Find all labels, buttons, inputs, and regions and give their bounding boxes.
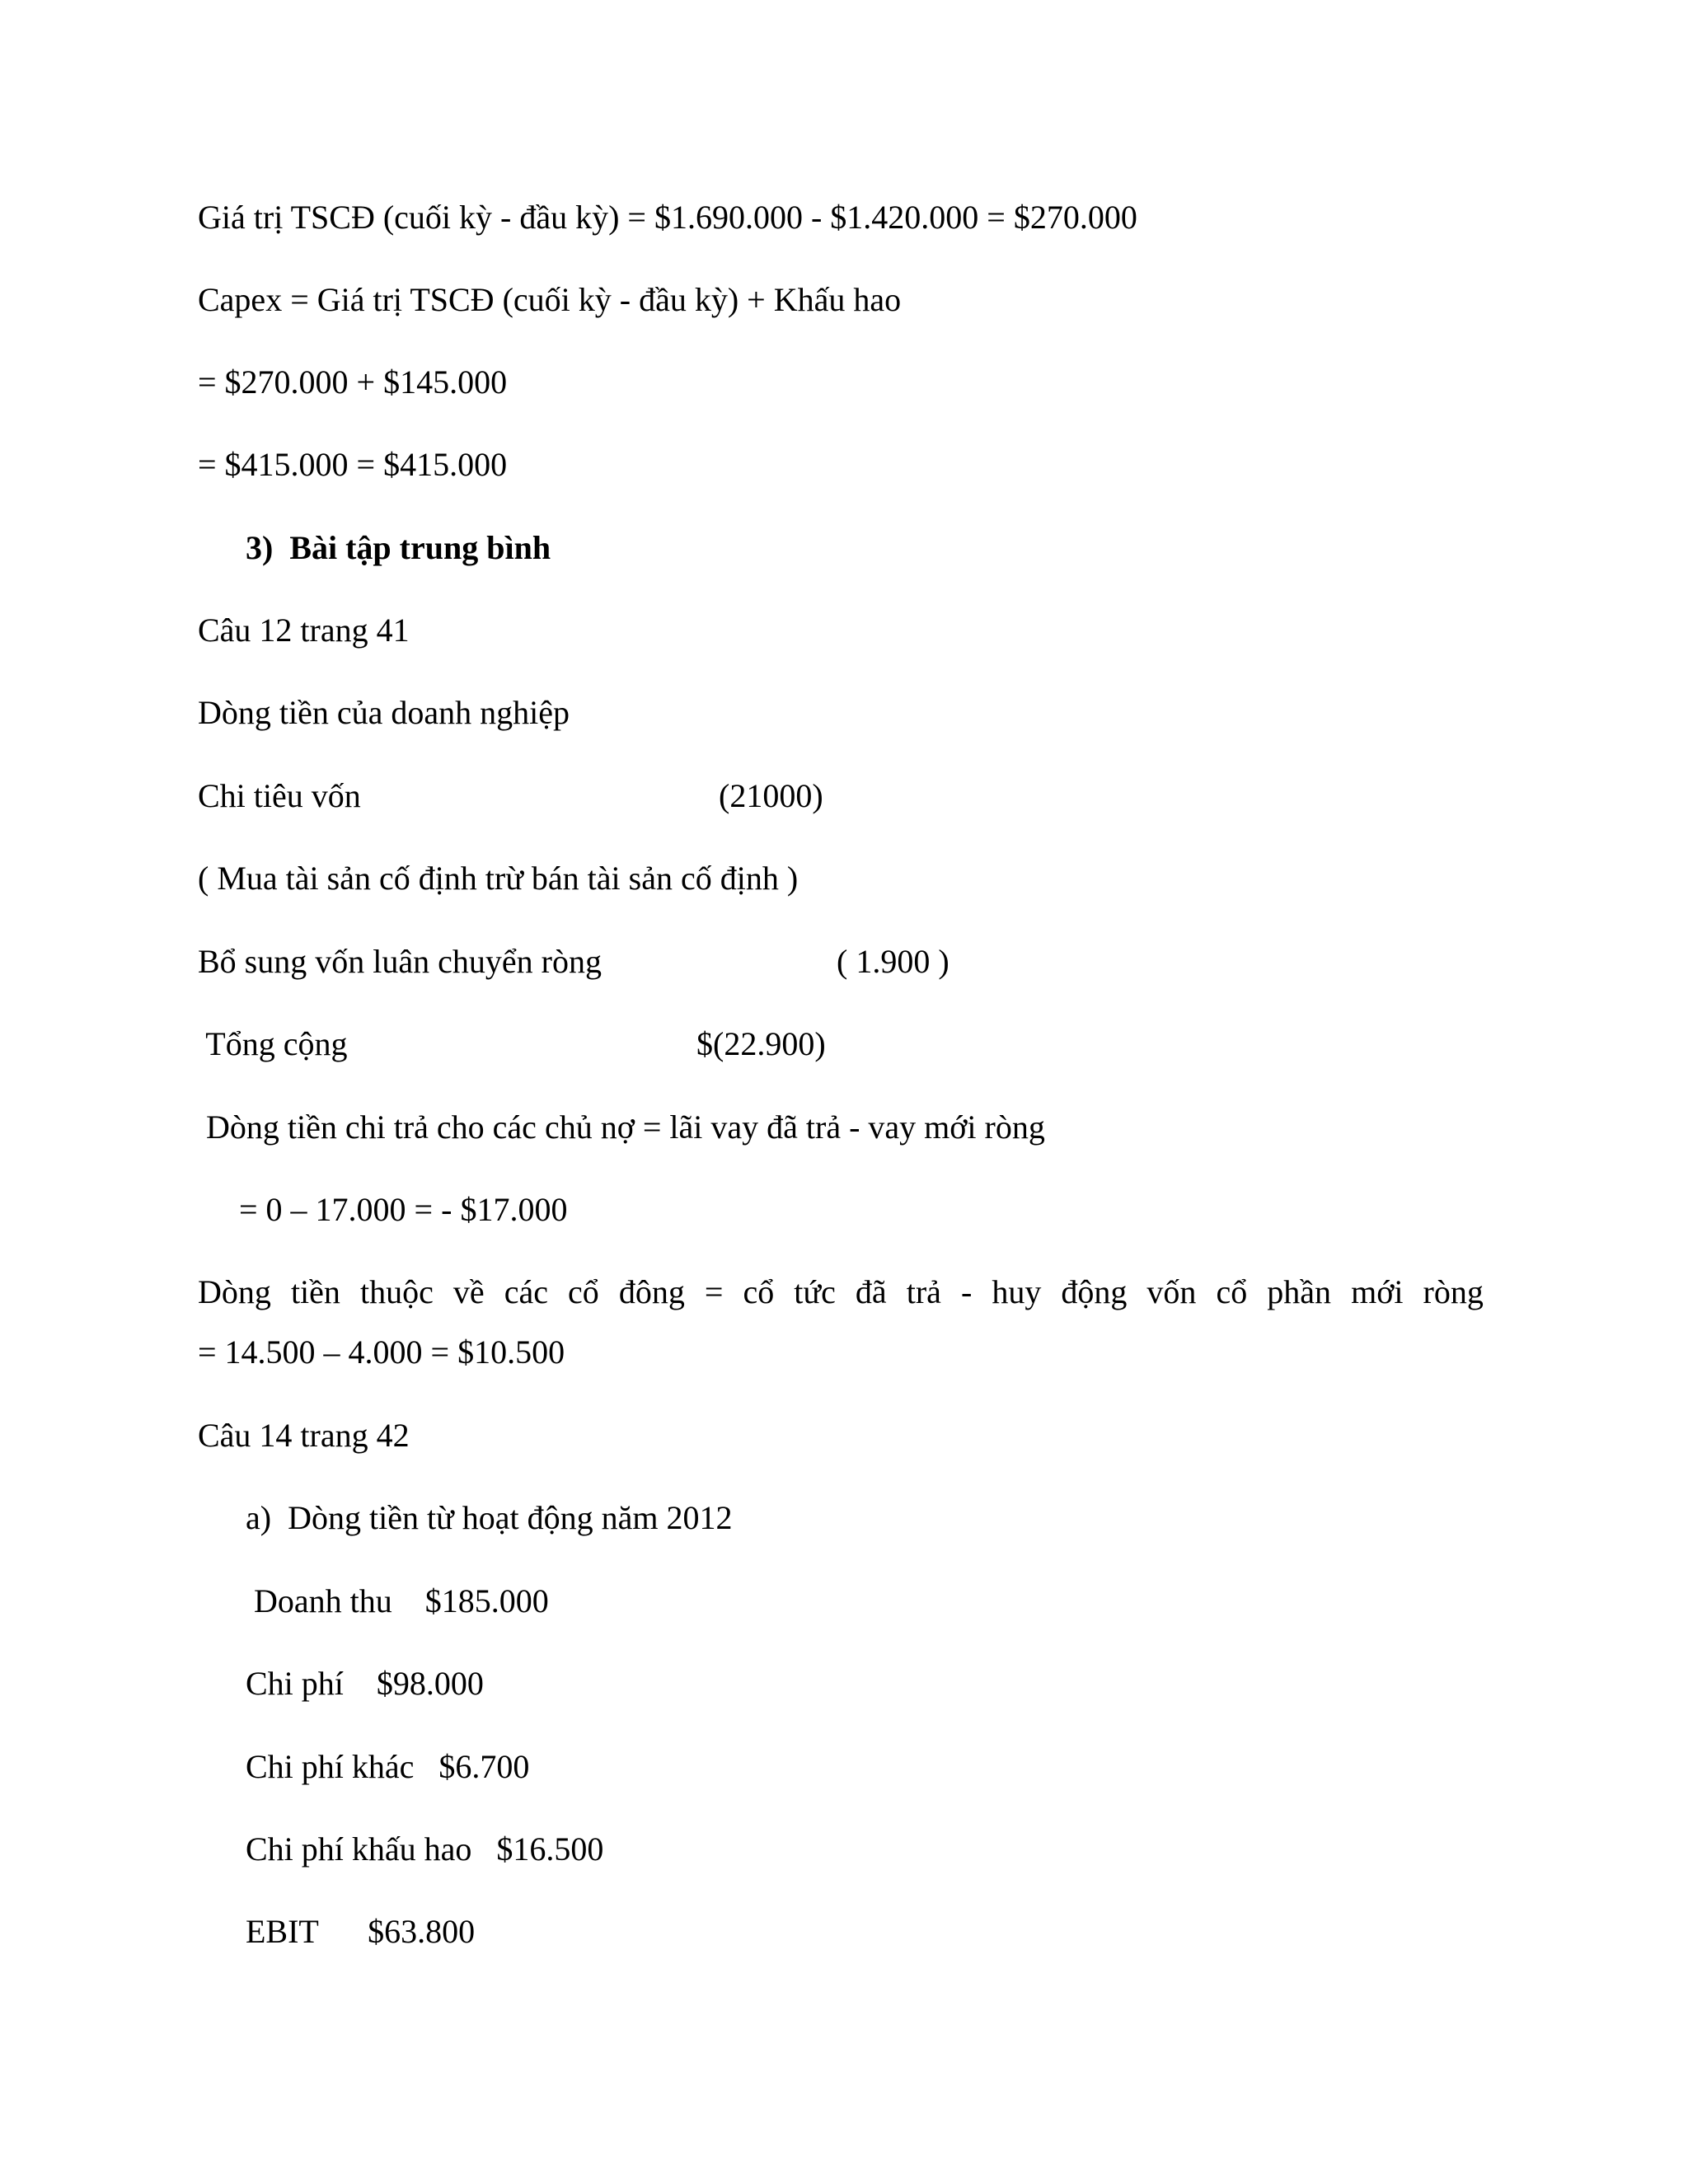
capex-sum-line: = $270.000 + $145.000 [198,363,508,401]
section-heading-3: 3) Bài tập trung bình [246,529,551,566]
total-label: Tổng cộng [198,1025,348,1062]
cashflow-to-creditors-line: Dòng tiền chi trả cho các chủ nợ = lãi vay đã trả - vay mới ròng [198,1108,1045,1146]
question-12-heading: Câu 12 trang 41 [198,612,410,649]
capital-spending-label: Chi tiêu vốn [198,777,361,814]
cashflow-to-creditors-calc: = 0 – 17.000 = - $17.000 [239,1191,568,1228]
capex-formula-line: Capex = Giá trị TSCĐ (cuối kỳ - đầu kỳ) + Khấu hao [198,281,902,318]
fixed-asset-value-line: Giá trị TSCĐ (cuối kỳ - đầu kỳ) = $1.690.000 - $1.420.000 = $270.000 [198,199,1137,236]
capital-spending-value: (21000) [719,777,823,814]
cashflow-to-stockholders-calc: = 14.500 – 4.000 = $10.500 [198,1333,565,1371]
total-value: $(22.900) [696,1025,826,1062]
question-14-heading: Câu 14 trang 42 [198,1417,410,1454]
capex-result-line: = $415.000 = $415.000 [198,446,508,483]
cashflow-to-stockholders-line: Dòng tiền thuộc về các cổ đông = cổ tức đã trả - huy động vốn cổ phần mới ròng [198,1273,1484,1310]
net-working-capital-label: Bổ sung vốn luân chuyển ròng [198,943,602,980]
item-a-heading: a) Dòng tiền từ hoạt động năm 2012 [246,1499,733,1536]
depreciation-line: Chi phí khấu hao $16.500 [246,1830,604,1868]
other-expenses-line: Chi phí khác $6.700 [246,1748,530,1785]
costs-line: Chi phí $98.000 [246,1665,484,1702]
net-working-capital-value: ( 1.900 ) [837,943,950,980]
revenue-line: Doanh thu $185.000 [246,1582,549,1619]
company-cashflow-heading: Dòng tiền của doanh nghiệp [198,694,570,731]
asset-purchase-note: ( Mua tài sản cố định trừ bán tài sản cố định ) [198,860,799,897]
ebit-line: EBIT $63.800 [246,1913,476,1950]
